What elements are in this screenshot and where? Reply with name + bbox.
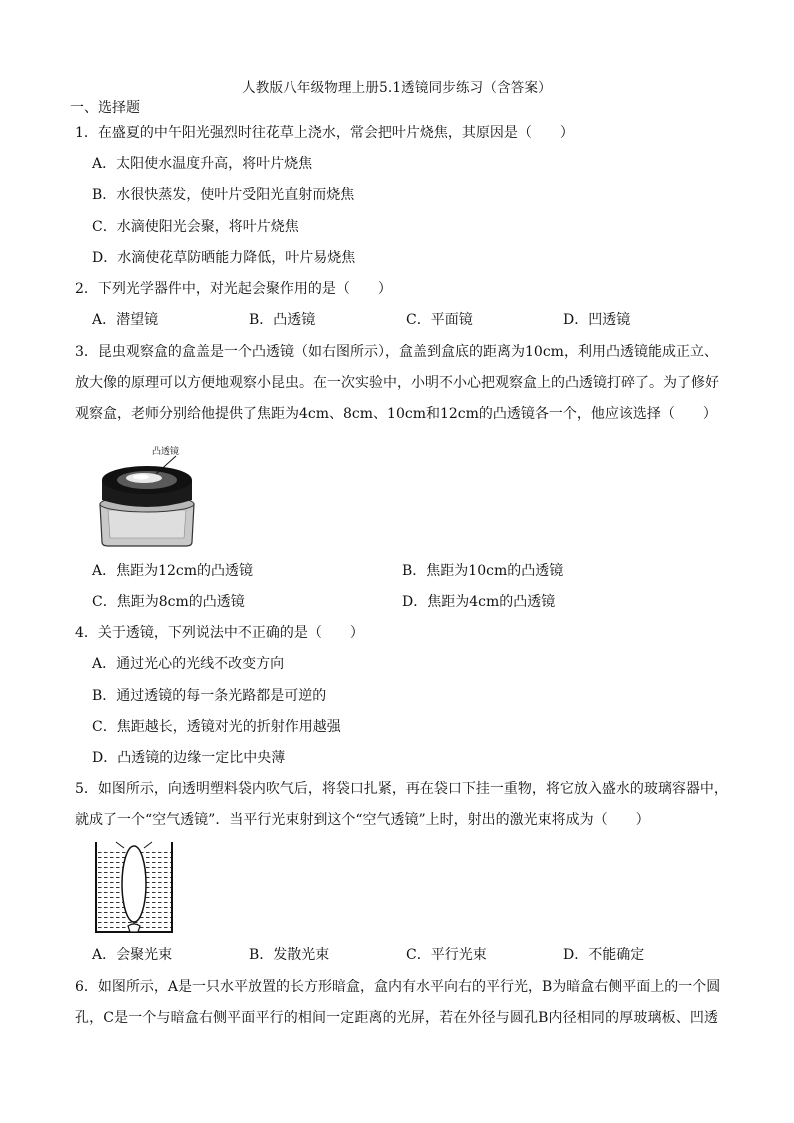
question-4-option-b: B．通过透镜的每一条光路都是可逆的 [92,688,327,704]
question-2-options [92,310,720,330]
question-2-option-d: D．凹透镜 [563,312,631,328]
question-3-stem-line-3: 观察盒，老师分别给他提供了焦距为4cm、8cm、10cm和12cm的凸透镜各一个，他应该选择（ ） [75,406,717,422]
question-4-option-d: D．凸透镜的边缘一定比中央薄 [92,750,286,766]
question-2-option-a: A．潜望镜 [92,312,159,328]
question-6-stem-line-2: 孔，C是一个与暗盒右侧平面平行的相间一定距离的光屏，若在外径与圆孔B内径相同的厚玻璃板、凹透 [75,1010,718,1026]
question-5-option-b: B．发散光束 [249,947,330,963]
question-1-option-d: D．水滴使花草防晒能力降低，叶片易烧焦 [92,250,356,266]
air-lens-figure [92,840,176,936]
question-5-option-a: A．会聚光束 [92,947,173,963]
question-2-stem: 2．下列光学器件中，对光起会聚作用的是（ ） [75,281,392,297]
question-5-option-c: C．平行光束 [406,947,487,963]
question-5-options [92,945,720,965]
section-heading: 一、选择题 [70,100,140,116]
question-1-option-b: B．水很快蒸发，使叶片受阳光直射而烧焦 [92,187,355,203]
question-3-stem-line-2: 放大像的原理可以方便地观察小昆虫。在一次实验中，小明不小心把观察盒上的凸透镜打碎了。为了修好 [75,375,719,391]
insect-box-figure [92,440,202,550]
question-1-stem: 1．在盛夏的中午阳光强烈时往花草上浇水，常会把叶片烧焦，其原因是（ ） [75,125,574,141]
question-3-option-b: B．焦距为10cm的凸透镜 [402,563,564,579]
question-5-stem-line-2: 就成了一个“空气透镜”．当平行光束射到这个“空气透镜”上时，射出的激光束将成为（ ） [75,812,650,828]
question-3-stem-line-1: 3．昆虫观察盒的盒盖是一个凸透镜（如右图所示），盒盖到盒底的距离为10cm，利用凸透镜能成正立、 [75,344,718,360]
question-2-option-b: B．凸透镜 [249,312,316,328]
question-5-option-d: D．不能确定 [563,947,645,963]
question-1-option-a: A．太阳使水温度升高，将叶片烧焦 [92,156,313,172]
question-3-options-row-1 [92,561,712,581]
question-5-stem-line-1: 5．如图所示，向透明塑料袋内吹气后，将袋口扎紧，再在袋口下挂一重物，将它放入盛水的玻璃容器中， [75,781,728,797]
question-1-option-c: C．水滴使阳光会聚，将叶片烧焦 [92,219,299,235]
question-3-option-c: C．焦距为8cm的凸透镜 [92,594,245,610]
question-3-option-d: D．焦距为4cm的凸透镜 [402,594,556,610]
question-6-stem-line-1: 6．如图所示，A是一只水平放置的长方形暗盒，盒内有水平向右的平行光，B为暗盒右侧平面上的一个圆 [75,979,721,995]
question-4-stem: 4．关于透镜，下列说法中不正确的是（ ） [75,625,364,641]
lens-label: 凸透镜 [152,447,180,457]
question-4-option-a: A．通过光心的光线不改变方向 [92,656,285,672]
question-4-option-c: C．焦距越长，透镜对光的折射作用越强 [92,719,341,735]
question-3-options-row-2 [92,592,712,612]
document-title: 人教版八年级物理上册5.1透镜同步练习（含答案） [242,80,552,96]
question-2-option-c: C．平面镜 [406,312,473,328]
question-3-option-a: A．焦距为12cm的凸透镜 [92,563,254,579]
